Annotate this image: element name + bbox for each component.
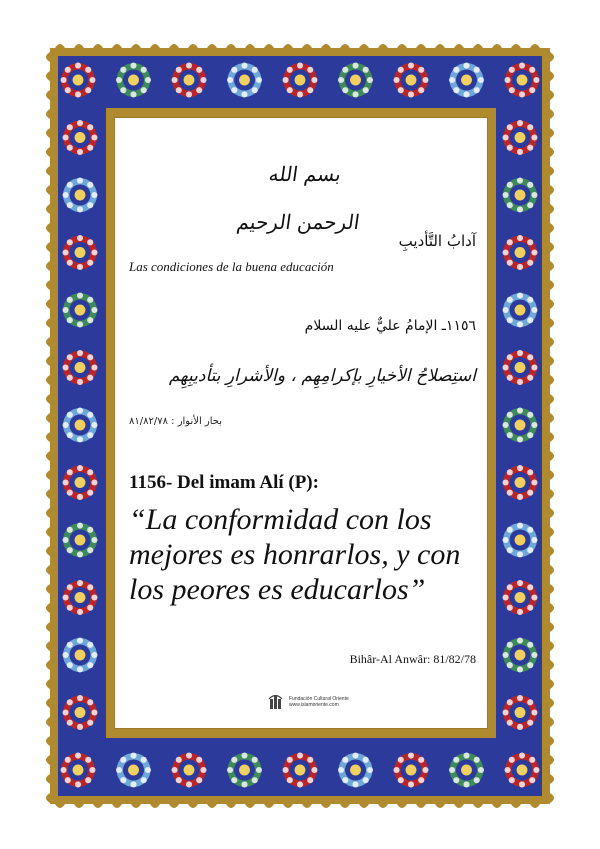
basmala-calligraphy: بسم الله الرحمن الرحيم [235, 162, 362, 234]
foundation-name: Fundación Cultural Oriente [289, 696, 349, 702]
chapter-title-arabic: آدابُ التَّأديبِ [398, 232, 476, 250]
foundation-url: www.islamoriente.com [289, 702, 339, 708]
foundation-logo-icon [268, 693, 286, 711]
source-spanish: Bihâr-Al Anwâr: 81/82/78 [349, 652, 476, 666]
foundation-logo [268, 692, 349, 712]
chapter-title-spanish: Las condiciones de la buena educación [129, 259, 334, 274]
source-arabic: بحار الأنوار : ٨١/٨٢/٧٨ [129, 416, 223, 427]
hadith-heading-spanish: 1156- Del imam Alí (P): [129, 472, 319, 493]
hadith-heading-arabic: ١١٥٦ـ الإمامُ عليٌّ عليه السلام [304, 318, 476, 334]
hadith-text-spanish: “La conformidad con los mejores es honrarlos, y con los peores es educarlos” [129, 503, 461, 606]
hadith-text-arabic: استِصلاحُ الأخيارِ بإكرامِهِم ، والأشرارِ بتأديبِهِم [168, 366, 476, 386]
